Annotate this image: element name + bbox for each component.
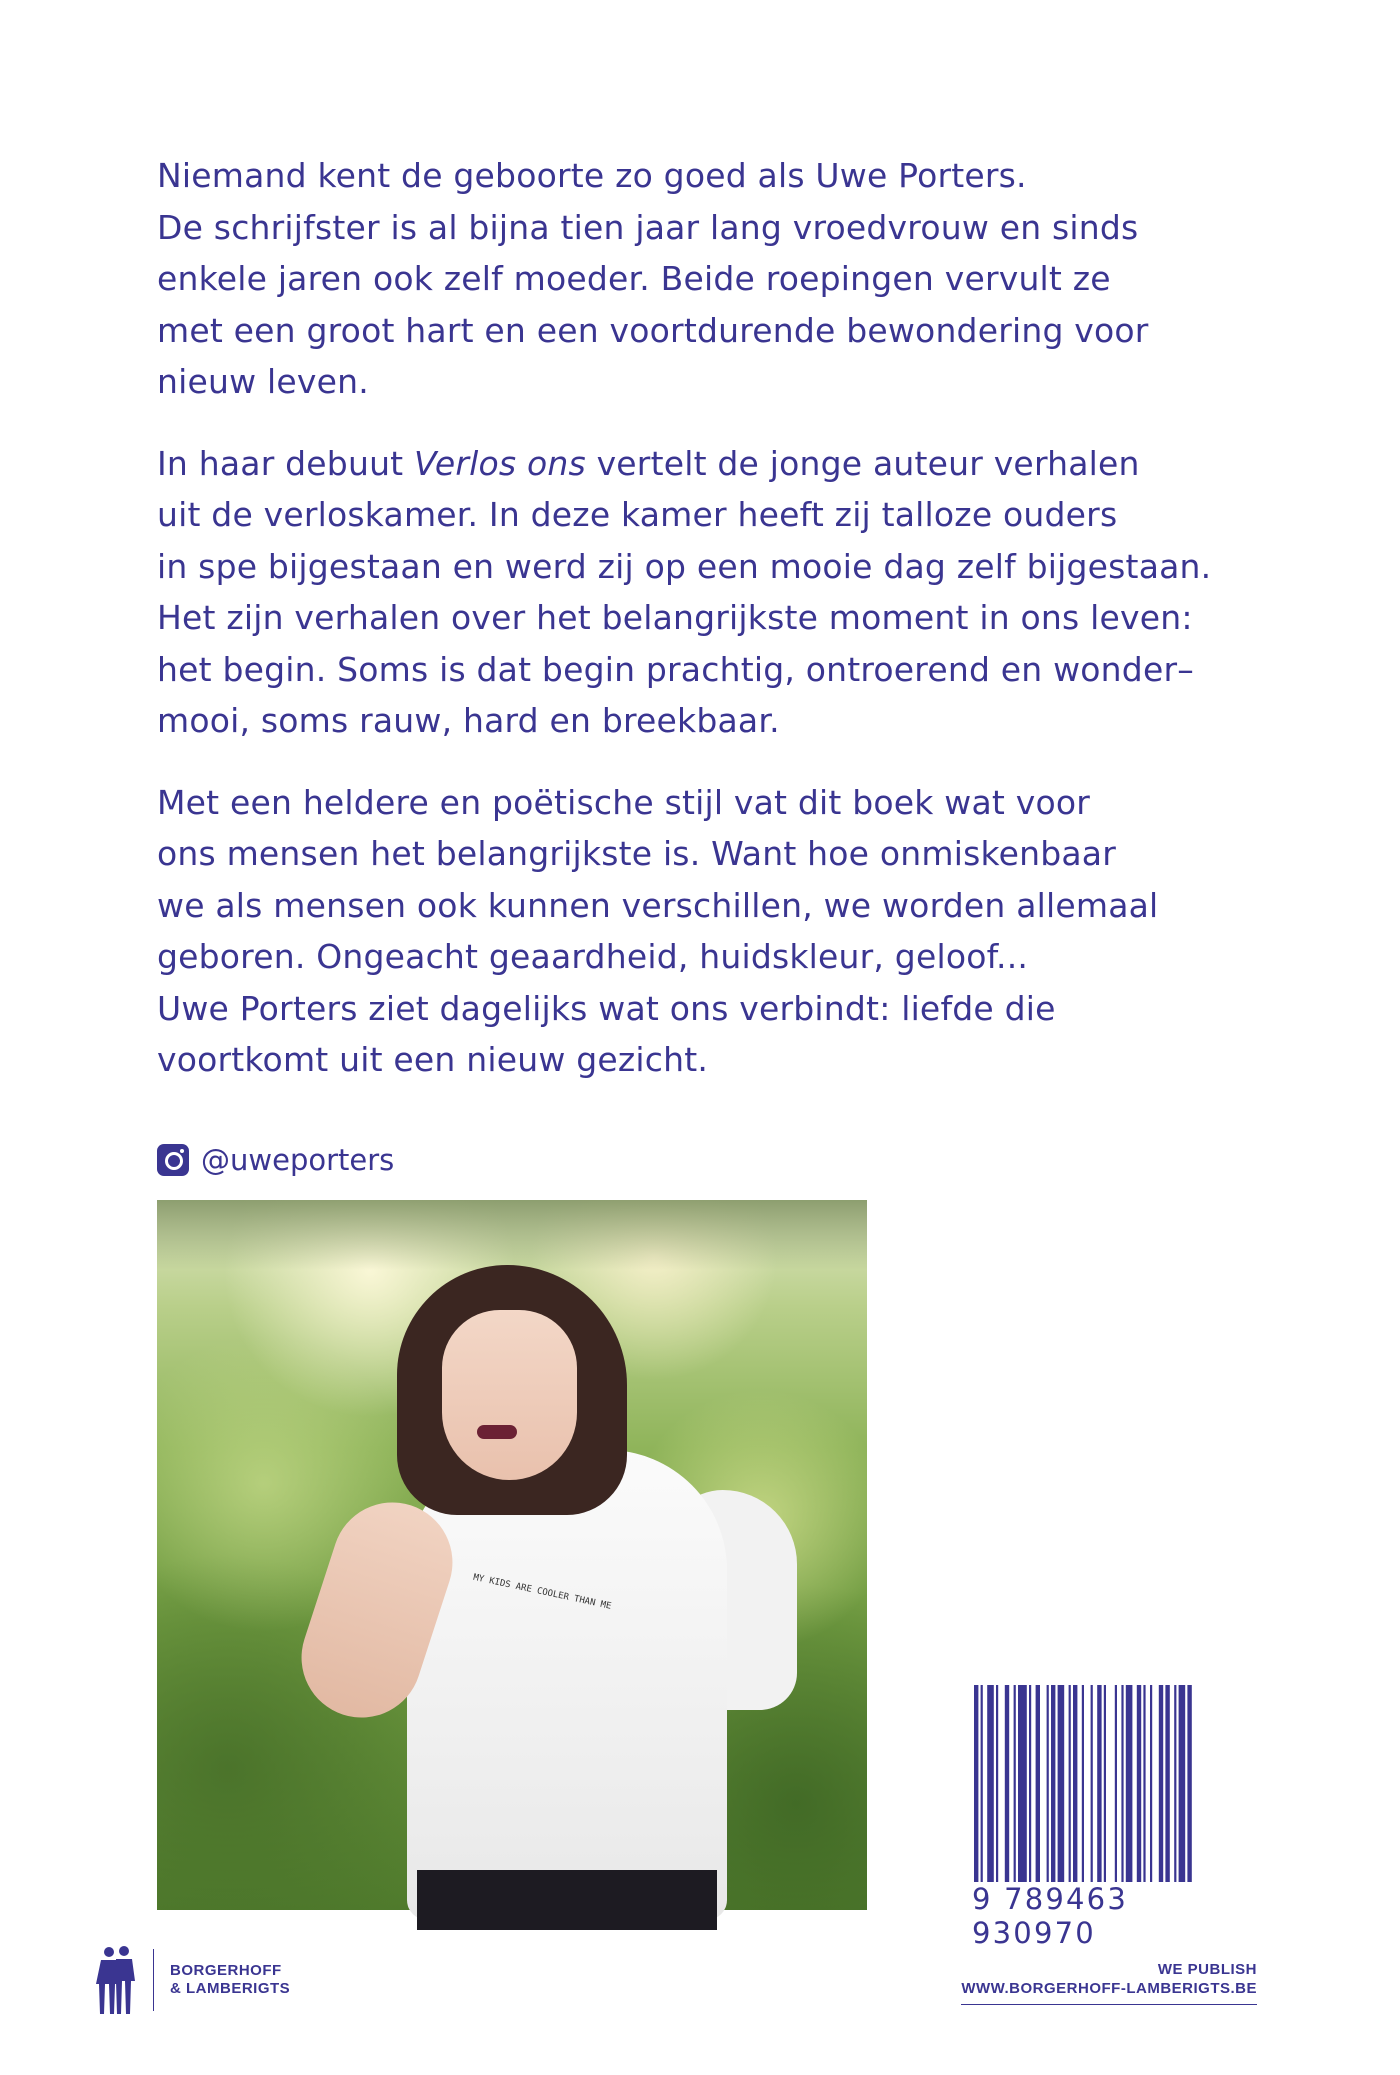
- barcode-bar: [1165, 1685, 1169, 1885]
- book-title: Verlos ons: [414, 443, 586, 483]
- publisher-tagline: WE PUBLISH: [1157, 1961, 1257, 1978]
- barcode-bar: [1159, 1685, 1163, 1885]
- barcode-bar: [1091, 1685, 1093, 1885]
- barcode-bar: [1014, 1685, 1016, 1885]
- text-line: [157, 438, 1277, 490]
- blurb-text: [157, 150, 1277, 1116]
- text-line: in spe bijgestaan en werd zij op een mooie dag zelf bijgestaan.: [157, 546, 1212, 586]
- paragraph-debut: [157, 438, 1277, 747]
- barcode-bar: [1104, 1685, 1106, 1885]
- publisher-name-line1: BORGERHOFF: [170, 1962, 282, 1979]
- text-line: Het zijn verhalen over het belangrijkste moment in ons leven:: [157, 598, 1193, 637]
- barcode-bar: [974, 1685, 978, 1885]
- text-line: ons mensen het belangrijkste is. Want hoe onmiskenbaar: [157, 834, 1116, 873]
- barcode-bar: [1018, 1685, 1027, 1885]
- photo-background-trees: [157, 1200, 867, 1270]
- barcode-bar: [1121, 1685, 1123, 1885]
- instagram-handle[interactable]: [157, 1140, 394, 1180]
- barcode-bar: [1150, 1685, 1152, 1885]
- barcode-bar: [981, 1685, 983, 1885]
- barcode-bar: [996, 1685, 998, 1885]
- author-photo: [157, 1200, 867, 1910]
- text-line: we als mensen ook kunnen verschillen, we worden allemaal: [157, 885, 1159, 925]
- barcode-bar: [1058, 1685, 1065, 1885]
- publisher-figures-icon: [95, 1944, 139, 2016]
- barcode-bar: [1174, 1685, 1176, 1885]
- text-line: Niemand kent de geboorte zo goed als Uwe Porters.: [157, 156, 1027, 195]
- barcode-bar: [1051, 1685, 1055, 1885]
- shirt-print-text: MY KIDS ARE COOLER THAN ME: [472, 1572, 613, 1612]
- text-fragment: vertelt de jonge auteur verhalen: [585, 443, 1140, 483]
- shirt-print: [472, 1560, 613, 1630]
- publisher-logo: [95, 1940, 290, 2020]
- paragraph-intro: [157, 150, 1277, 408]
- publisher-website-link[interactable]: WWW.BORGERHOFF-LAMBERIGTS.BE: [961, 1979, 1257, 2005]
- barcode-bar: [1082, 1685, 1084, 1885]
- barcode-bar: [1126, 1685, 1133, 1885]
- barcode-bar: [1029, 1685, 1031, 1885]
- text-line: met een groot hart en een voortdurende bewondering voor: [157, 310, 1149, 350]
- barcode-bar: [1073, 1685, 1077, 1885]
- barcode-bar: [1143, 1685, 1145, 1885]
- text-line: geboren. Ongeacht geaardheid, huidskleur, geloof...: [157, 937, 1029, 976]
- barcode-bar: [1115, 1685, 1117, 1885]
- logo-divider: [153, 1949, 154, 2011]
- text-fragment: In haar debuut: [157, 443, 415, 483]
- text-line: het begin. Soms is dat begin prachtig, ontroerend en wonder–: [157, 649, 1194, 689]
- text-line: nieuw leven.: [157, 362, 369, 401]
- publisher-name-line2: & LAMBERIGTS: [170, 1980, 291, 1997]
- text-line: uit de verloskamer. In deze kamer heeft zij talloze ouders: [157, 495, 1118, 534]
- photo-pants: [417, 1870, 717, 1930]
- barcode-bar: [1036, 1685, 1040, 1885]
- barcode-bar: [1047, 1685, 1049, 1885]
- barcode-bar: [987, 1685, 994, 1885]
- publisher-name: [170, 1962, 290, 1998]
- barcode-bar: [1069, 1685, 1071, 1885]
- isbn-barcode: [972, 1685, 1257, 1950]
- publisher-info: [961, 1960, 1257, 2005]
- photo-face: [442, 1310, 577, 1480]
- barcode-bar: [1005, 1685, 1009, 1885]
- text-line: De schrijfster is al bijna tien jaar lang vroedvrouw en sinds: [157, 207, 1139, 247]
- barcode-bar: [1097, 1685, 1101, 1885]
- text-line: Uwe Porters ziet dagelijks wat ons verbindt: liefde die: [157, 988, 1056, 1028]
- text-line: enkele jaren ook zelf moeder. Beide roepingen vervult ze: [157, 259, 1111, 298]
- barcode-bar: [1179, 1685, 1186, 1885]
- instagram-handle-text: @uweporters: [201, 1143, 395, 1177]
- barcode-bars: [972, 1685, 1257, 1885]
- barcode-bar: [1187, 1685, 1191, 1885]
- photo-lips: [477, 1425, 517, 1439]
- barcode-bar: [1137, 1685, 1141, 1885]
- photo-shirt: [407, 1450, 727, 1920]
- isbn-number: 9 789463 930970: [972, 1882, 1257, 1950]
- text-line: mooi, soms rauw, hard en breekbaar.: [157, 701, 780, 740]
- text-line: Met een heldere en poëtische stijl vat dit boek wat voor: [157, 782, 1090, 822]
- paragraph-style: [157, 777, 1277, 1086]
- text-line: voortkomt uit een nieuw gezicht.: [157, 1040, 709, 1079]
- instagram-icon: [157, 1144, 189, 1176]
